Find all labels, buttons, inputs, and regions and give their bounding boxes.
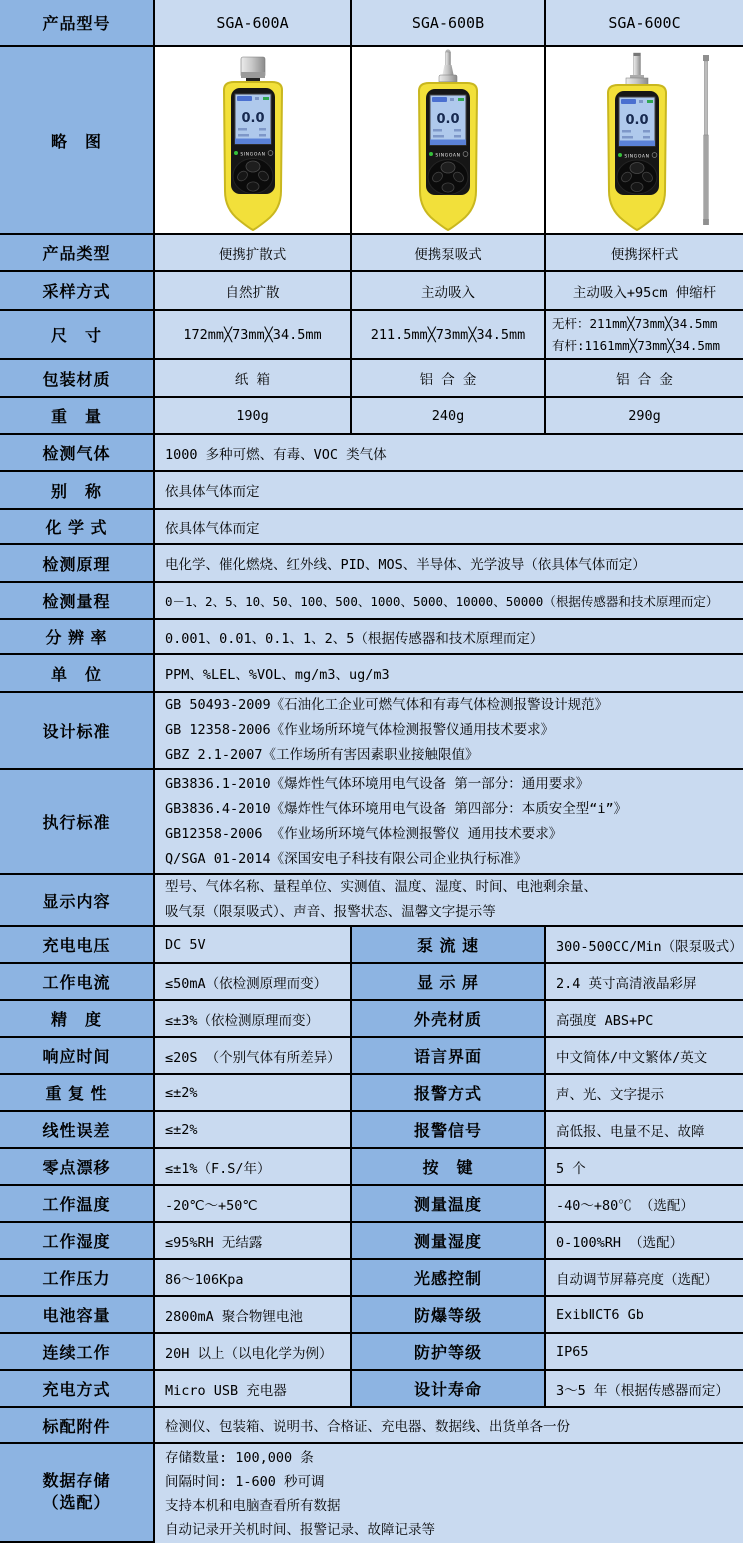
dim-line-1: 无杆：211mm╳73mm╳34.5mm — [552, 315, 718, 331]
cell-value: DC 5V — [155, 927, 352, 964]
table-row — [0, 655, 743, 693]
standard-line: GB 50493-2009《石油化工企业可燃气体和有毒气体检测报警设计规范》 — [165, 697, 609, 713]
cell-value: 240g — [352, 398, 546, 435]
cell-value: 中文简体/中文繁体/英文 — [546, 1038, 743, 1075]
cell-value: 铝 合 金 — [546, 360, 743, 398]
table-row — [0, 1371, 743, 1408]
cell-value: 便携探杆式 — [546, 235, 743, 272]
standard-line: GBZ 2.1-2007《工作场所有害因素职业接触限值》 — [165, 747, 479, 763]
cell-value: ≤95%RH 无结露 — [155, 1223, 352, 1260]
cell-value — [155, 770, 743, 875]
cell-value: ≤50mA（依检测原理而变） — [155, 964, 352, 1001]
cell-value: IP65 — [546, 1334, 743, 1371]
battery-icon — [263, 97, 269, 100]
table-row — [0, 1260, 743, 1297]
row-label: 电池容量 — [0, 1297, 155, 1334]
table-row — [0, 235, 743, 272]
cell-value: PPM、%LEL、%VOL、mg/m3、ug/m3 — [155, 655, 743, 693]
table-row — [0, 360, 743, 398]
cell-value: 172mm╳73mm╳34.5mm — [155, 311, 352, 360]
row-label: 工作电流 — [0, 964, 155, 1001]
row-label: 精 度 — [0, 1001, 155, 1038]
row-label: 零点漂移 — [0, 1149, 155, 1186]
cell-value: ≤20S （个别气体有所差异） — [155, 1038, 352, 1075]
cell-value: -40～+80℃ （选配） — [546, 1186, 743, 1223]
model-name-a: SGA-600A — [155, 0, 352, 47]
cell-value: 检测仪、包装箱、说明书、合格证、充电器、数据线、出货单各一份 — [155, 1408, 743, 1444]
telescopic-rod — [703, 55, 709, 61]
battery-icon — [647, 100, 653, 103]
cell-value: 20H 以上（以电化学为例） — [155, 1334, 352, 1371]
row-label: 分 辨 率 — [0, 620, 155, 655]
storage-line: 支持本机和电脑查看所有数据 — [165, 1497, 341, 1514]
row-label: 执行标准 — [0, 770, 155, 875]
device-photo-sga-600b — [352, 47, 546, 235]
row-label: 显示内容 — [0, 875, 155, 927]
cell-value: 190g — [155, 398, 352, 435]
row-label: 测量湿度 — [352, 1223, 546, 1260]
table-row — [0, 398, 743, 435]
standard-line: GB3836.4-2010《爆炸性气体环境用电气设备 第四部分：本质安全型“i”》 — [165, 800, 628, 817]
row-label: 防护等级 — [352, 1334, 546, 1371]
model-name-c: SGA-600C — [546, 0, 743, 47]
row-label: 报警方式 — [352, 1075, 546, 1112]
cell-value: 300-500CC/Min（限泵吸式） — [546, 927, 743, 964]
table-row — [0, 1112, 743, 1149]
row-label: 单 位 — [0, 655, 155, 693]
power-led — [429, 152, 433, 156]
header-label: 产品型号 — [0, 0, 155, 47]
cell-value: -20℃～+50℃ — [155, 1186, 352, 1223]
header-row — [0, 0, 743, 47]
row-label: 报警信号 — [352, 1112, 546, 1149]
table-row — [0, 435, 743, 472]
storage-line: 自动记录开关机时间、报警记录、故障记录等 — [165, 1521, 435, 1538]
standard-line: GB 12358-2006《作业场所环境气体检测报警仪通用技术要求》 — [165, 722, 555, 738]
row-label: 包装材质 — [0, 360, 155, 398]
cell-value: ≤±2% — [155, 1075, 352, 1112]
cell-value: 290g — [546, 398, 743, 435]
row-label: 标配附件 — [0, 1408, 155, 1444]
row-label: 充电电压 — [0, 927, 155, 964]
cell-value: 纸 箱 — [155, 360, 352, 398]
table-row — [0, 964, 743, 1001]
brand-label: SINGOAN — [239, 152, 266, 158]
row-label: 显 示 屏 — [352, 964, 546, 1001]
cell-value: 0-100%RH （选配） — [546, 1223, 743, 1260]
cell-value — [155, 1444, 743, 1543]
table-row — [0, 1038, 743, 1075]
content-line: 吸气泵（限泵吸式）、声音、报警状态、温馨文字提示等 — [165, 904, 496, 920]
cell-value: 便携泵吸式 — [352, 235, 546, 272]
table-row — [0, 1186, 743, 1223]
row-label — [0, 1444, 155, 1543]
table-row — [0, 311, 743, 360]
row-label: 外壳材质 — [352, 1001, 546, 1038]
brand-label: SINGOAN — [435, 153, 461, 159]
table-row — [0, 1297, 743, 1334]
device-photo-sga-600c — [546, 47, 743, 235]
content-line: 型号、气体名称、量程单位、实测值、温度、湿度、时间、电池剩余量、 — [165, 879, 597, 895]
storage-label-line2: （选配） — [42, 1494, 111, 1512]
cell-value — [155, 693, 743, 770]
cell-value: 便携扩散式 — [155, 235, 352, 272]
row-label: 按 键 — [352, 1149, 546, 1186]
row-label: 检测量程 — [0, 583, 155, 620]
cell-value — [546, 311, 743, 360]
pump-probe — [446, 52, 451, 66]
row-label: 工作湿度 — [0, 1223, 155, 1260]
table-row — [0, 1334, 743, 1371]
row-label: 响应时间 — [0, 1038, 155, 1075]
storage-label-line1: 数据存储 — [42, 1472, 111, 1490]
standard-line: Q/SGA 01-2014《深国安电子科技有限公司企业执行标准》 — [165, 850, 528, 867]
device-screen-value: 0.0 — [624, 113, 649, 128]
storage-line: 间隔时间: 1-600 秒可调 — [165, 1473, 325, 1490]
row-label: 语言界面 — [352, 1038, 546, 1075]
cell-value: 0－1、2、5、10、50、100、500、1000、5000、10000、50000（根据传感器和技术原理而定） — [155, 583, 743, 620]
row-label: 工作温度 — [0, 1186, 155, 1223]
cell-value: ≤±2% — [155, 1112, 352, 1149]
model-name-b: SGA-600B — [352, 0, 546, 47]
row-label: 线性误差 — [0, 1112, 155, 1149]
row-label: 防爆等级 — [352, 1297, 546, 1334]
table-row — [0, 272, 743, 311]
row-label: 尺 寸 — [0, 311, 155, 360]
cell-value: 依具体气体而定 — [155, 472, 743, 510]
cell-value: 电化学、催化燃烧、红外线、PID、MOS、半导体、光学波导（依具体气体而定） — [155, 545, 743, 583]
cell-value: 86～106Kpa — [155, 1260, 352, 1297]
exec-standard-row — [0, 770, 743, 875]
table-row — [0, 620, 743, 655]
cell-value: 3～5 年（根据传感器而定） — [546, 1371, 743, 1408]
device-b-illustration — [373, 49, 523, 231]
brand-label: SINGOAN — [623, 154, 650, 160]
table-row — [0, 1149, 743, 1186]
row-label: 充电方式 — [0, 1371, 155, 1408]
row-label: 测量温度 — [352, 1186, 546, 1223]
cell-value: 211.5mm╳73mm╳34.5mm — [352, 311, 546, 360]
cell-value: 自然扩散 — [155, 272, 352, 311]
cell-value: 自动调节屏幕亮度（选配） — [546, 1260, 743, 1297]
cell-value — [155, 875, 743, 927]
row-label: 连续工作 — [0, 1334, 155, 1371]
row-label: 重 量 — [0, 398, 155, 435]
cell-value: 2.4 英寸高清液晶彩屏 — [546, 964, 743, 1001]
design-standard-row — [0, 693, 743, 770]
data-storage-row — [0, 1444, 743, 1543]
row-label: 化 学 式 — [0, 510, 155, 545]
table-row — [0, 510, 743, 545]
cell-value: 高低报、电量不足、故障 — [546, 1112, 743, 1149]
display-content-row — [0, 875, 743, 927]
cell-value: 声、光、文字提示 — [546, 1075, 743, 1112]
row-label: 采样方式 — [0, 272, 155, 311]
power-led — [234, 151, 238, 155]
row-label: 工作压力 — [0, 1260, 155, 1297]
cell-value: 主动吸入+95cm 伸缩杆 — [546, 272, 743, 311]
table-row — [0, 583, 743, 620]
device-screen-value: 0.0 — [240, 111, 265, 126]
cell-value: 铝 合 金 — [352, 360, 546, 398]
cell-value: 2800mA 聚合物锂电池 — [155, 1297, 352, 1334]
power-led — [618, 153, 622, 157]
row-label: 光感控制 — [352, 1260, 546, 1297]
row-label: 设计标准 — [0, 693, 155, 770]
accessories-row — [0, 1408, 743, 1444]
dim-line-2: 有杆:1161mm╳73mm╳34.5mm — [552, 337, 720, 353]
cell-value: 0.001、0.01、0.1、1、2、5（根据传感器和技术原理而定） — [155, 620, 743, 655]
row-label: 重 复 性 — [0, 1075, 155, 1112]
cell-value: ≤±3%（依检测原理而变） — [155, 1001, 352, 1038]
row-label: 检测原理 — [0, 545, 155, 583]
cell-value: ExibⅡCT6 Gb — [546, 1297, 743, 1334]
table-row — [0, 472, 743, 510]
device-c-illustration — [565, 49, 725, 231]
table-row — [0, 1075, 743, 1112]
cell-value: 1000 多种可燃、有毒、VOC 类气体 — [155, 435, 743, 472]
table-row — [0, 927, 743, 964]
table-row — [0, 1223, 743, 1260]
row-label: 产品类型 — [0, 235, 155, 272]
pump-probe — [633, 53, 640, 77]
row-label: 别 称 — [0, 472, 155, 510]
standard-line: GB3836.1-2010《爆炸性气体环境用电气设备 第一部分：通用要求》 — [165, 775, 590, 792]
device-photo-sga-600a — [155, 47, 352, 235]
table-row — [0, 545, 743, 583]
row-label: 设计寿命 — [352, 1371, 546, 1408]
cell-value: Micro USB 充电器 — [155, 1371, 352, 1408]
row-label: 检测气体 — [0, 435, 155, 472]
sketch-row — [0, 47, 743, 235]
cell-value: 依具体气体而定 — [155, 510, 743, 545]
battery-icon — [458, 98, 464, 101]
table-row — [0, 1001, 743, 1038]
device-a-illustration — [178, 49, 328, 231]
row-label: 泵 流 速 — [352, 927, 546, 964]
storage-line: 存储数量: 100,000 条 — [165, 1449, 314, 1466]
standard-line: GB12358-2006 《作业场所环境气体检测报警仪 通用技术要求》 — [165, 825, 563, 842]
sketch-label: 略 图 — [0, 47, 155, 235]
cell-value: ≤±1%（F.S/年） — [155, 1149, 352, 1186]
device-screen-value: 0.0 — [436, 112, 460, 127]
cell-value: 5 个 — [546, 1149, 743, 1186]
cell-value: 主动吸入 — [352, 272, 546, 311]
cell-value: 高强度 ABS+PC — [546, 1001, 743, 1038]
